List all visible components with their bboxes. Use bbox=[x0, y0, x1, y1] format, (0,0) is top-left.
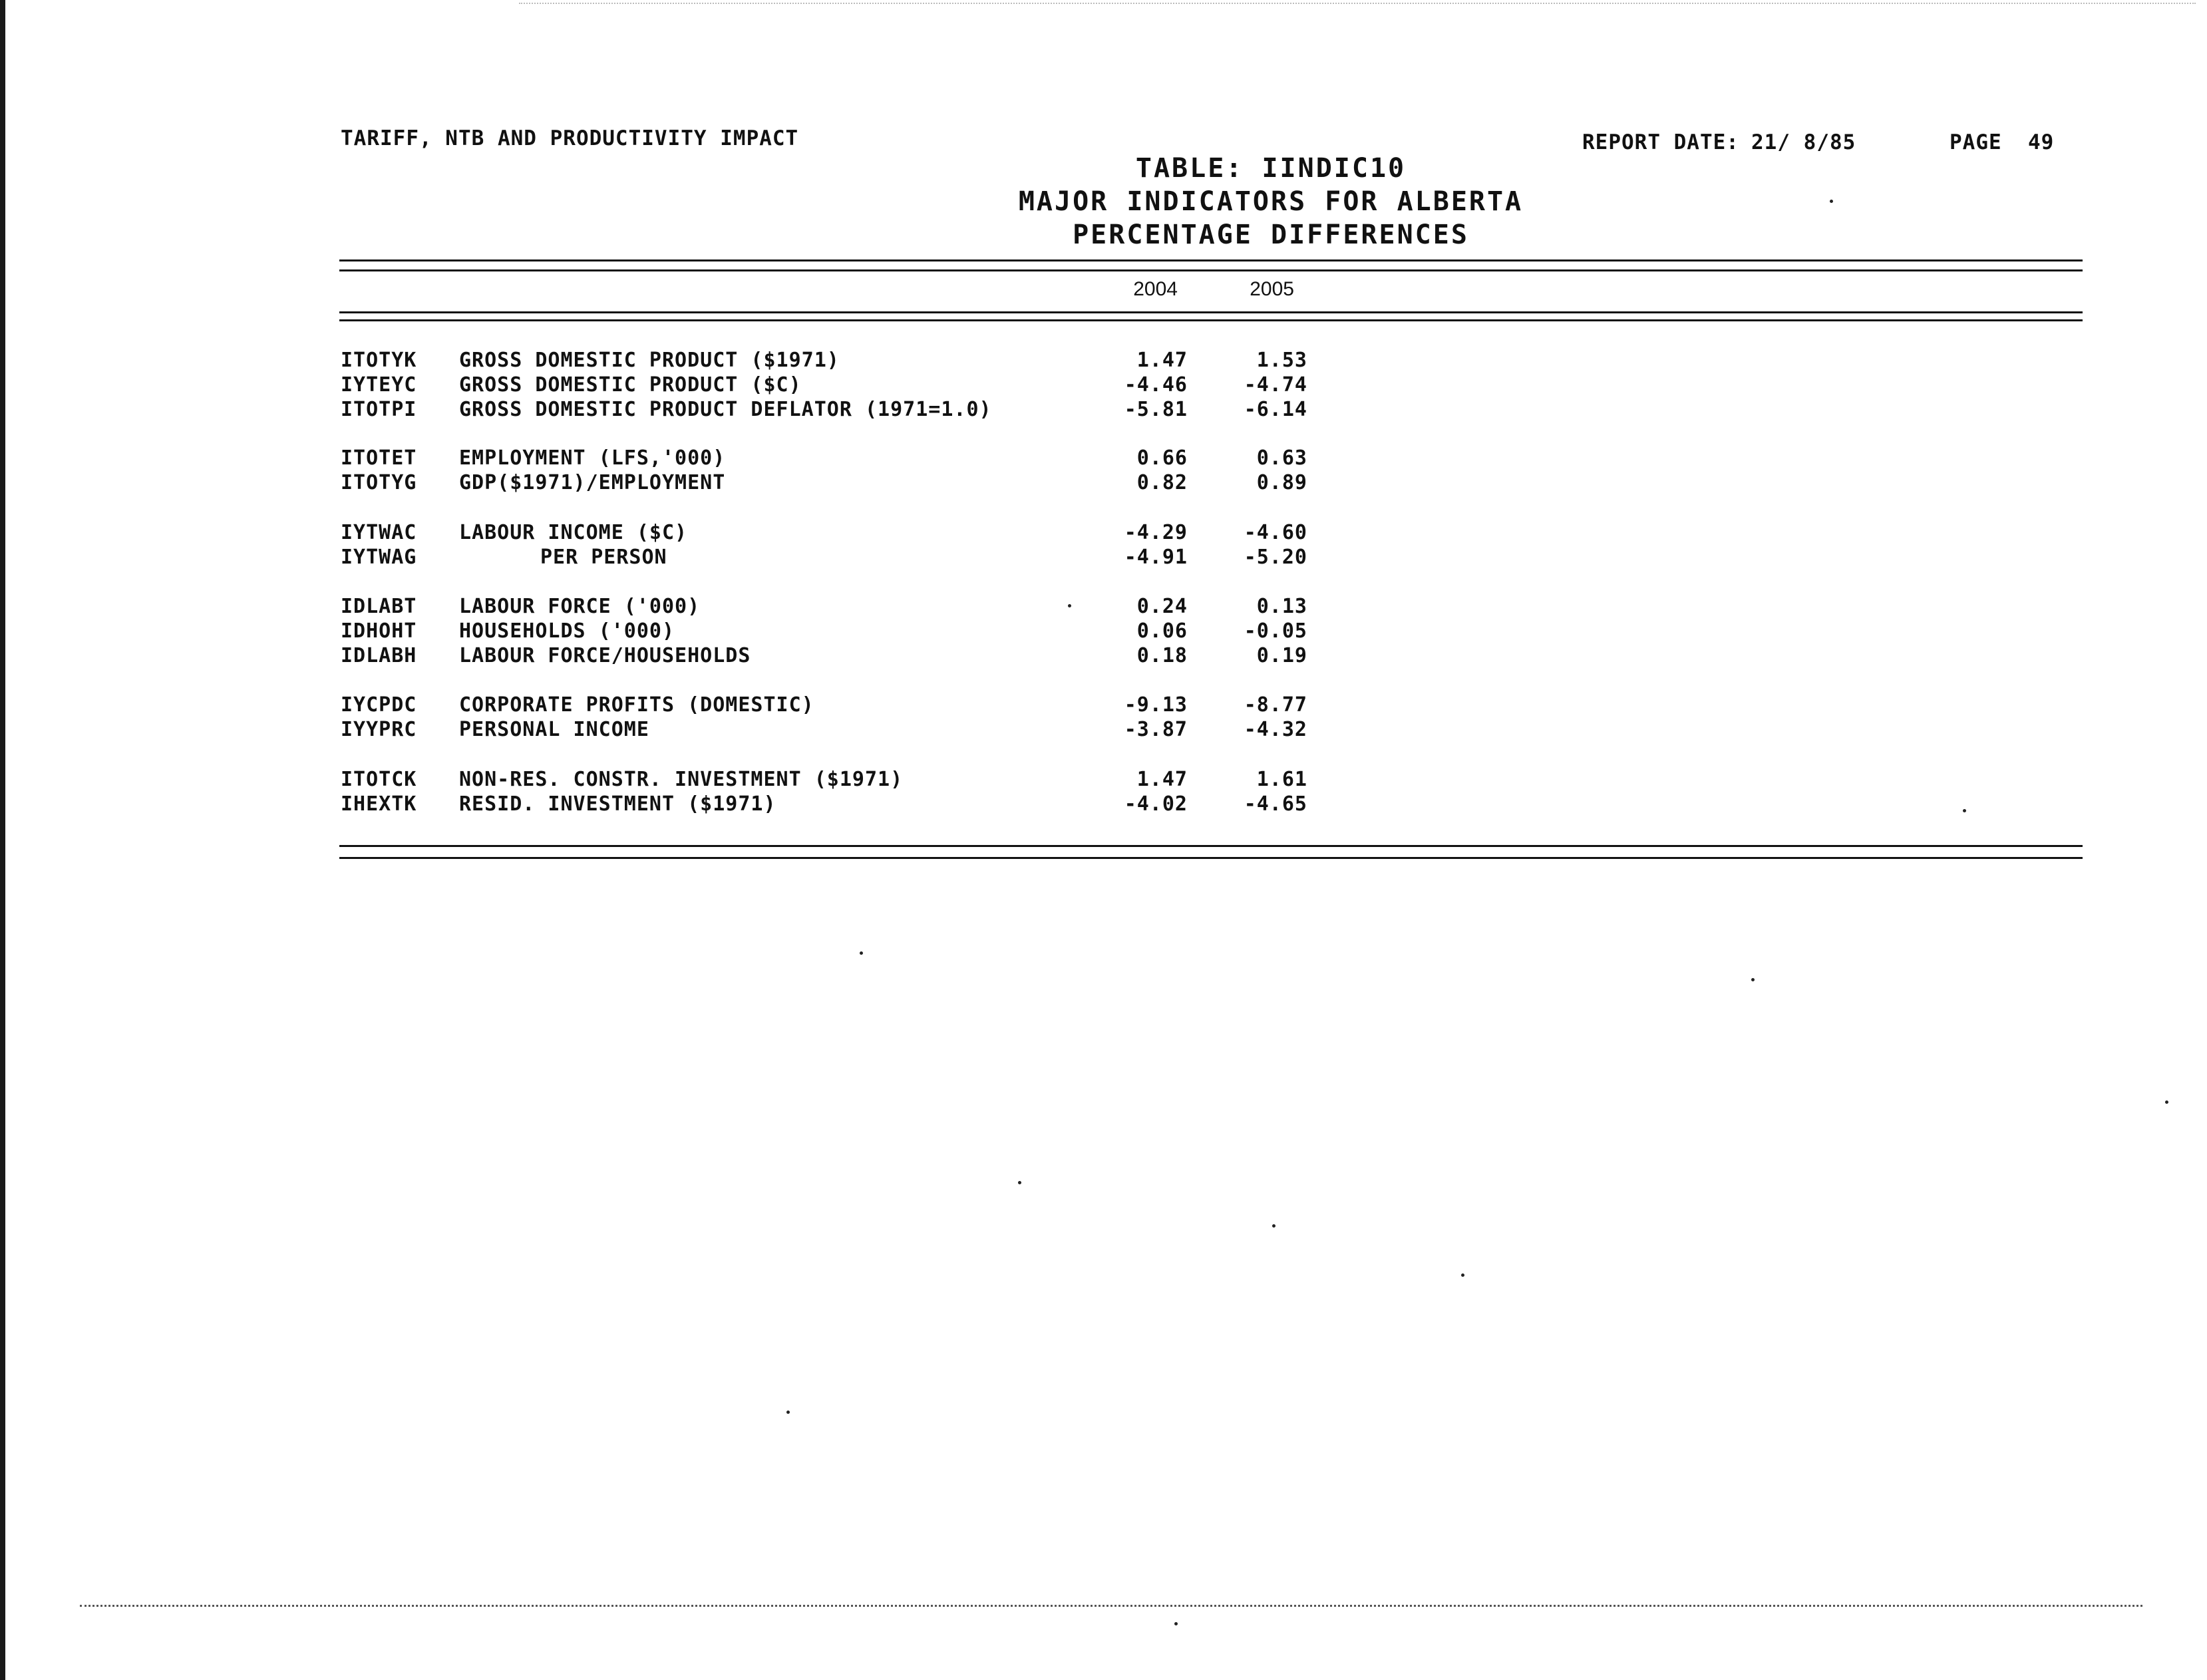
row-code: IYYPRC bbox=[341, 718, 417, 741]
scan-speck bbox=[1963, 809, 1966, 812]
row-code: IYTWAC bbox=[341, 521, 417, 544]
scan-speck bbox=[786, 1411, 790, 1414]
scan-speck bbox=[1830, 200, 1833, 203]
scan-speck bbox=[1068, 604, 1071, 607]
table-row bbox=[0, 471, 2207, 496]
table-row bbox=[0, 619, 2207, 645]
value-2005: 0.63 bbox=[1256, 446, 1307, 470]
table-row bbox=[0, 792, 2207, 818]
value-2005: 0.13 bbox=[1256, 595, 1307, 618]
table-row bbox=[0, 521, 2207, 546]
value-2005: -5.20 bbox=[1244, 546, 1307, 569]
table-subtitle-units: PERCENTAGE DIFFERENCES bbox=[1073, 220, 1469, 250]
rule-bottom-2 bbox=[339, 857, 2083, 859]
row-label: GROSS DOMESTIC PRODUCT DEFLATOR (1971=1.0) bbox=[459, 398, 992, 421]
row-code: IYCPDC bbox=[341, 693, 417, 717]
value-2005: 0.19 bbox=[1256, 644, 1307, 667]
table-row bbox=[0, 349, 2207, 374]
report-heading: TARIFF, NTB AND PRODUCTIVITY IMPACT bbox=[341, 126, 799, 150]
value-2005: -8.77 bbox=[1244, 693, 1307, 717]
row-code: IDHOHT bbox=[341, 619, 417, 643]
row-label: GDP($1971)/EMPLOYMENT bbox=[459, 471, 726, 494]
table-row bbox=[0, 693, 2207, 719]
value-2004: -3.87 bbox=[1124, 718, 1188, 741]
row-code: IDLABT bbox=[341, 595, 417, 618]
value-2004: -4.29 bbox=[1124, 521, 1188, 544]
row-code: ITOTYG bbox=[341, 471, 417, 494]
row-label: GROSS DOMESTIC PRODUCT ($C) bbox=[459, 373, 802, 397]
value-2004: 0.06 bbox=[1136, 619, 1188, 643]
table-row bbox=[0, 644, 2207, 669]
value-2004: 0.18 bbox=[1136, 644, 1188, 667]
report-date-label: REPORT DATE: bbox=[1582, 130, 1739, 154]
value-2004: 0.66 bbox=[1136, 446, 1188, 470]
row-code: IYTWAG bbox=[341, 546, 417, 569]
scan-noise-top bbox=[519, 3, 2196, 19]
value-2005: -4.74 bbox=[1244, 373, 1307, 397]
row-label: LABOUR FORCE ('000) bbox=[459, 595, 701, 618]
table-row bbox=[0, 446, 2207, 472]
value-2004: 1.47 bbox=[1136, 349, 1188, 372]
row-label: GROSS DOMESTIC PRODUCT ($1971) bbox=[459, 349, 840, 372]
row-code: IDLABH bbox=[341, 644, 417, 667]
table-row bbox=[0, 546, 2207, 571]
row-label: LABOUR FORCE/HOUSEHOLDS bbox=[459, 644, 751, 667]
value-2004: 0.82 bbox=[1136, 471, 1188, 494]
value-2005: -4.32 bbox=[1244, 718, 1307, 741]
row-label: EMPLOYMENT (LFS,'000) bbox=[459, 446, 726, 470]
page-label: PAGE bbox=[1950, 130, 2002, 154]
scan-speck bbox=[1174, 1622, 1178, 1625]
rule-top-1 bbox=[339, 259, 2083, 261]
value-2004: 0.24 bbox=[1136, 595, 1188, 618]
scan-speck bbox=[1751, 978, 1755, 981]
rule-header-1 bbox=[339, 311, 2083, 313]
value-2004: -9.13 bbox=[1124, 693, 1188, 717]
value-2005: -4.60 bbox=[1244, 521, 1307, 544]
table-row bbox=[0, 595, 2207, 620]
value-2004: -4.02 bbox=[1124, 792, 1188, 816]
value-2005: 0.89 bbox=[1256, 471, 1307, 494]
column-header-2005: 2005 bbox=[1250, 278, 1294, 300]
scan-speck bbox=[1018, 1181, 1021, 1184]
table-title: TABLE: IINDIC10 bbox=[1135, 153, 1407, 184]
report-date-value: 21/ 8/85 bbox=[1751, 130, 1856, 154]
row-label: CORPORATE PROFITS (DOMESTIC) bbox=[459, 693, 814, 717]
value-2004: -4.91 bbox=[1124, 546, 1188, 569]
value-2005: 1.53 bbox=[1256, 349, 1307, 372]
row-code: IYTEYC bbox=[341, 373, 417, 397]
row-label: NON-RES. CONSTR. INVESTMENT ($1971) bbox=[459, 768, 904, 791]
table-subtitle: MAJOR INDICATORS FOR ALBERTA bbox=[1018, 186, 1524, 217]
value-2004: -5.81 bbox=[1124, 398, 1188, 421]
row-label: RESID. INVESTMENT ($1971) bbox=[459, 792, 776, 816]
row-code: IHEXTK bbox=[341, 792, 417, 816]
scan-speck bbox=[860, 951, 863, 955]
row-label: LABOUR INCOME ($C) bbox=[459, 521, 688, 544]
scan-speck bbox=[1272, 1224, 1275, 1228]
value-2005: 1.61 bbox=[1256, 768, 1307, 791]
value-2004: -4.46 bbox=[1124, 373, 1188, 397]
row-code: ITOTET bbox=[341, 446, 417, 470]
table-row bbox=[0, 768, 2207, 793]
scan-speck bbox=[2165, 1100, 2168, 1104]
value-2004: 1.47 bbox=[1136, 768, 1188, 791]
row-label: PERSONAL INCOME bbox=[459, 718, 649, 741]
scan-noise-bottom bbox=[80, 1598, 2142, 1607]
row-code: ITOTPI bbox=[341, 398, 417, 421]
row-label: PER PERSON bbox=[540, 546, 667, 569]
page-left-edge bbox=[0, 0, 5, 1680]
row-label: HOUSEHOLDS ('000) bbox=[459, 619, 675, 643]
table-row bbox=[0, 398, 2207, 423]
table-row bbox=[0, 718, 2207, 743]
row-code: ITOTYK bbox=[341, 349, 417, 372]
column-header-2004: 2004 bbox=[1133, 278, 1178, 300]
row-code: ITOTCK bbox=[341, 768, 417, 791]
rule-header-2 bbox=[339, 319, 2083, 321]
value-2005: -0.05 bbox=[1244, 619, 1307, 643]
value-2005: -4.65 bbox=[1244, 792, 1307, 816]
page-number: 49 bbox=[2028, 130, 2055, 154]
value-2005: -6.14 bbox=[1244, 398, 1307, 421]
rule-bottom-1 bbox=[339, 845, 2083, 847]
scan-speck bbox=[1461, 1273, 1464, 1277]
table-row bbox=[0, 373, 2207, 399]
rule-top-2 bbox=[339, 269, 2083, 271]
